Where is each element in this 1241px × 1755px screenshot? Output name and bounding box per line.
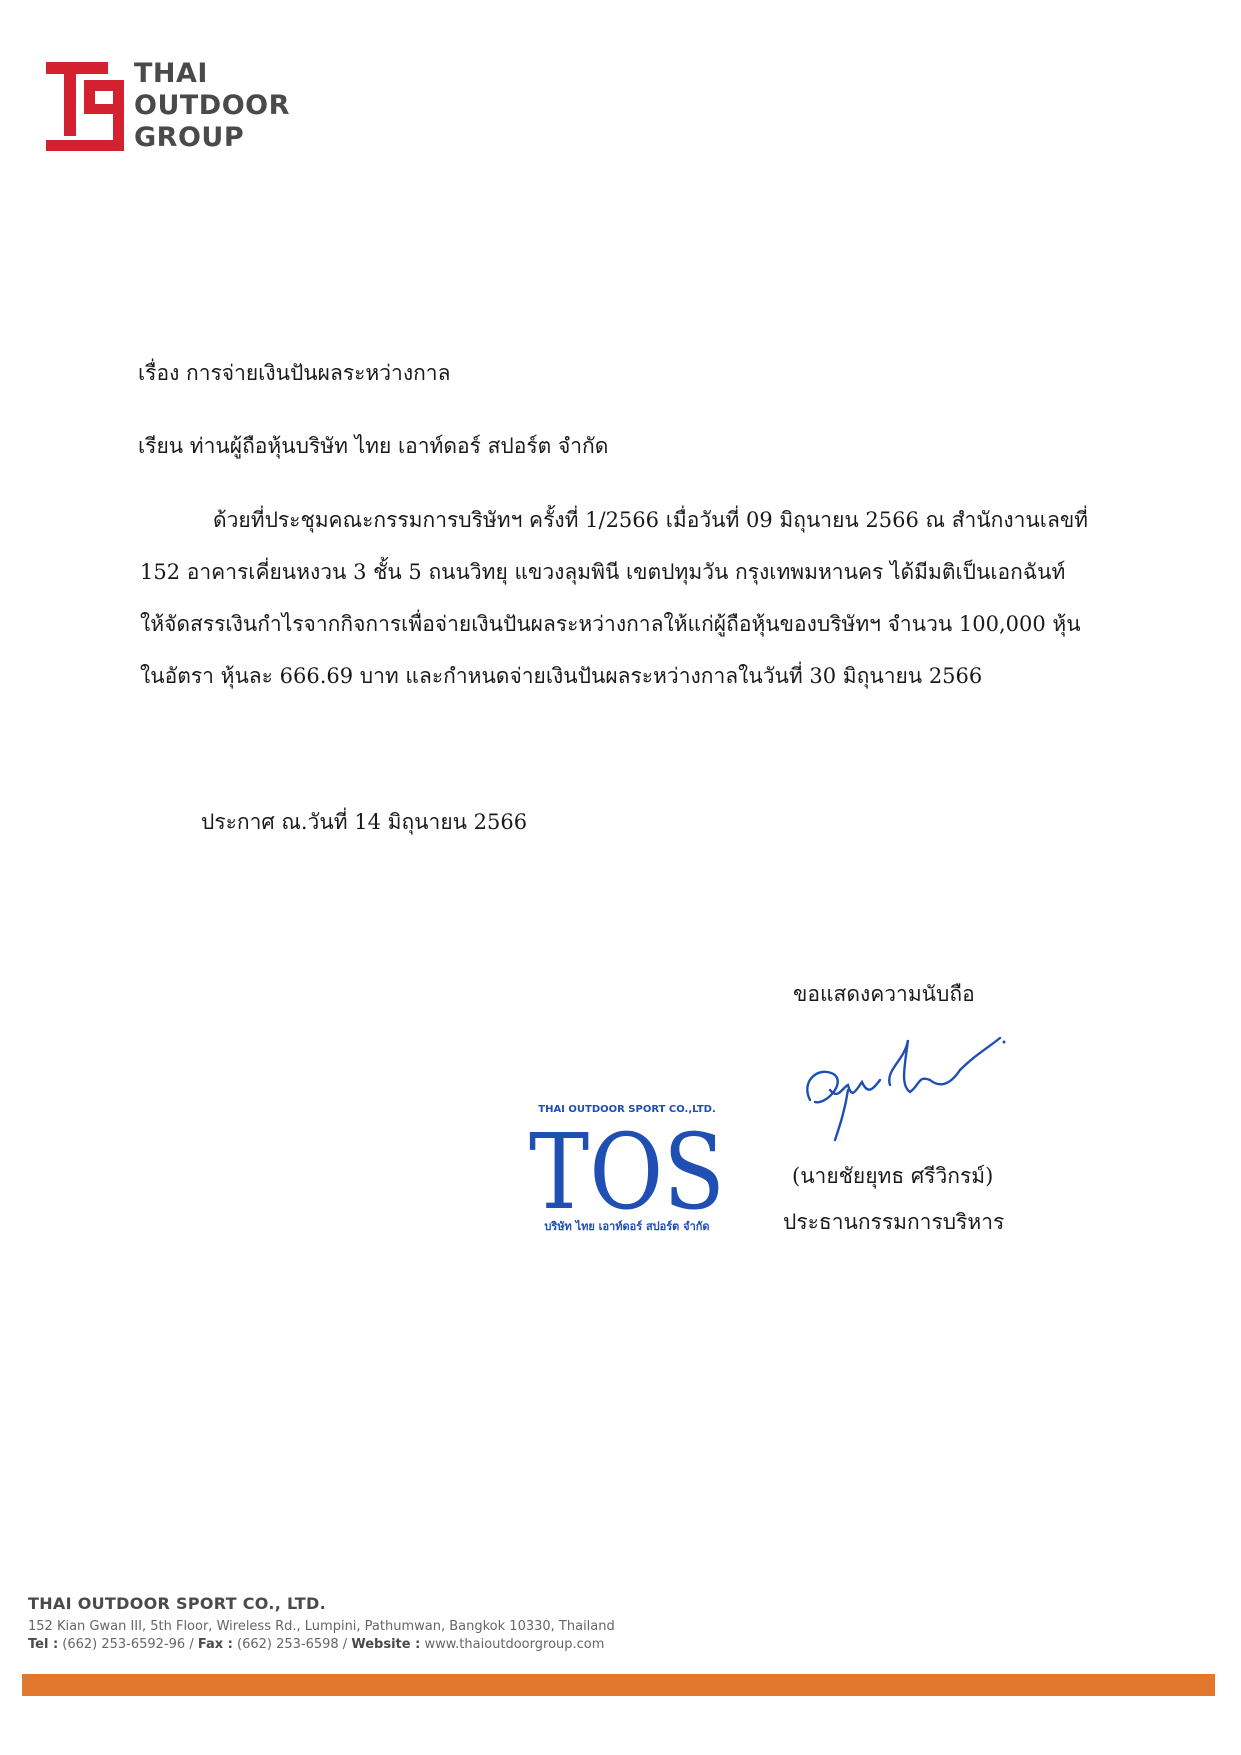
fax-value: (662) 253-6598 / — [237, 1637, 348, 1652]
body-line: ในอัตรา หุ้นละ 666.69 บาท และกำหนดจ่ายเงินปันผลระหว่างกาลในวันที่ 30 มิถุนายน 2566 — [140, 664, 983, 688]
logo-wordmark — [134, 58, 290, 154]
signer-name: (นายชัยยุทธ ศรีวิกรม์) — [792, 1164, 994, 1188]
letterhead-footer — [28, 1594, 615, 1652]
website-label: Website : — [351, 1637, 421, 1652]
tel-label: Tel : — [28, 1637, 59, 1652]
stamp-logo: TOS — [529, 1111, 725, 1233]
announce-date: ประกาศ ณ.วันที่ 14 มิถุนายน 2566 — [201, 810, 528, 834]
footer-accent-bar — [22, 1674, 1215, 1696]
fax-label: Fax : — [197, 1637, 233, 1652]
letter-subject: เรื่อง การจ่ายเงินปันผลระหว่างกาล — [138, 361, 451, 385]
logo-line: THAI — [134, 58, 208, 89]
letter-salutation: เรียน ท่านผู้ถือหุ้นบริษัท ไทย เอาท์ดอร์ สปอร์ต จำกัด — [138, 434, 609, 458]
footer-address: 152 Kian Gwan III, 5th Floor, Wireless Rd., Lumpini, Pathumwan, Bangkok 10330, Thailand — [28, 1619, 615, 1634]
body-line: ด้วยที่ประชุมคณะกรรมการบริษัทฯ ครั้งที่ 1/2566 เมื่อวันที่ 09 มิถุนายน 2566 ณ สำนักงานเลขที่ — [213, 508, 1089, 532]
website-value: www.thaioutdoorgroup.com — [424, 1637, 605, 1652]
company-logo — [46, 58, 316, 158]
signer-title: ประธานกรรมการบริหาร — [783, 1210, 1005, 1234]
logo-line: GROUP — [134, 122, 245, 153]
closing-text: ขอแสดงความนับถือ — [793, 982, 975, 1006]
body-line: ให้จัดสรรเงินกำไรจากกิจการเพื่อจ่ายเงินปันผลระหว่างกาลให้แก่ผู้ถือหุ้นของบริษัทฯ จำนวน 100,000 หุ้น — [140, 612, 1081, 636]
stamp-bottom-text: บริษัท ไทย เอาท์ดอร์ สปอร์ต จำกัด — [544, 1220, 710, 1233]
tg-monogram-icon — [46, 62, 124, 154]
tel-value: (662) 253-6592-96 / — [62, 1637, 194, 1652]
stamp-top-text: THAI OUTDOOR SPORT CO.,LTD. — [538, 1104, 716, 1115]
handwritten-signature — [790, 1030, 1010, 1150]
logo-line: OUTDOOR — [134, 90, 290, 121]
footer-company: THAI OUTDOOR SPORT CO., LTD. — [28, 1594, 326, 1613]
footer-contact — [28, 1637, 615, 1652]
company-stamp — [522, 1100, 732, 1238]
body-line: 152 อาคารเคี่ยนหงวน 3 ชั้น 5 ถนนวิทยุ แขวงลุมพินี เขตปทุมวัน กรุงเทพมหานคร ได้มีมติเป็นเอกฉันท์ — [140, 560, 1066, 584]
